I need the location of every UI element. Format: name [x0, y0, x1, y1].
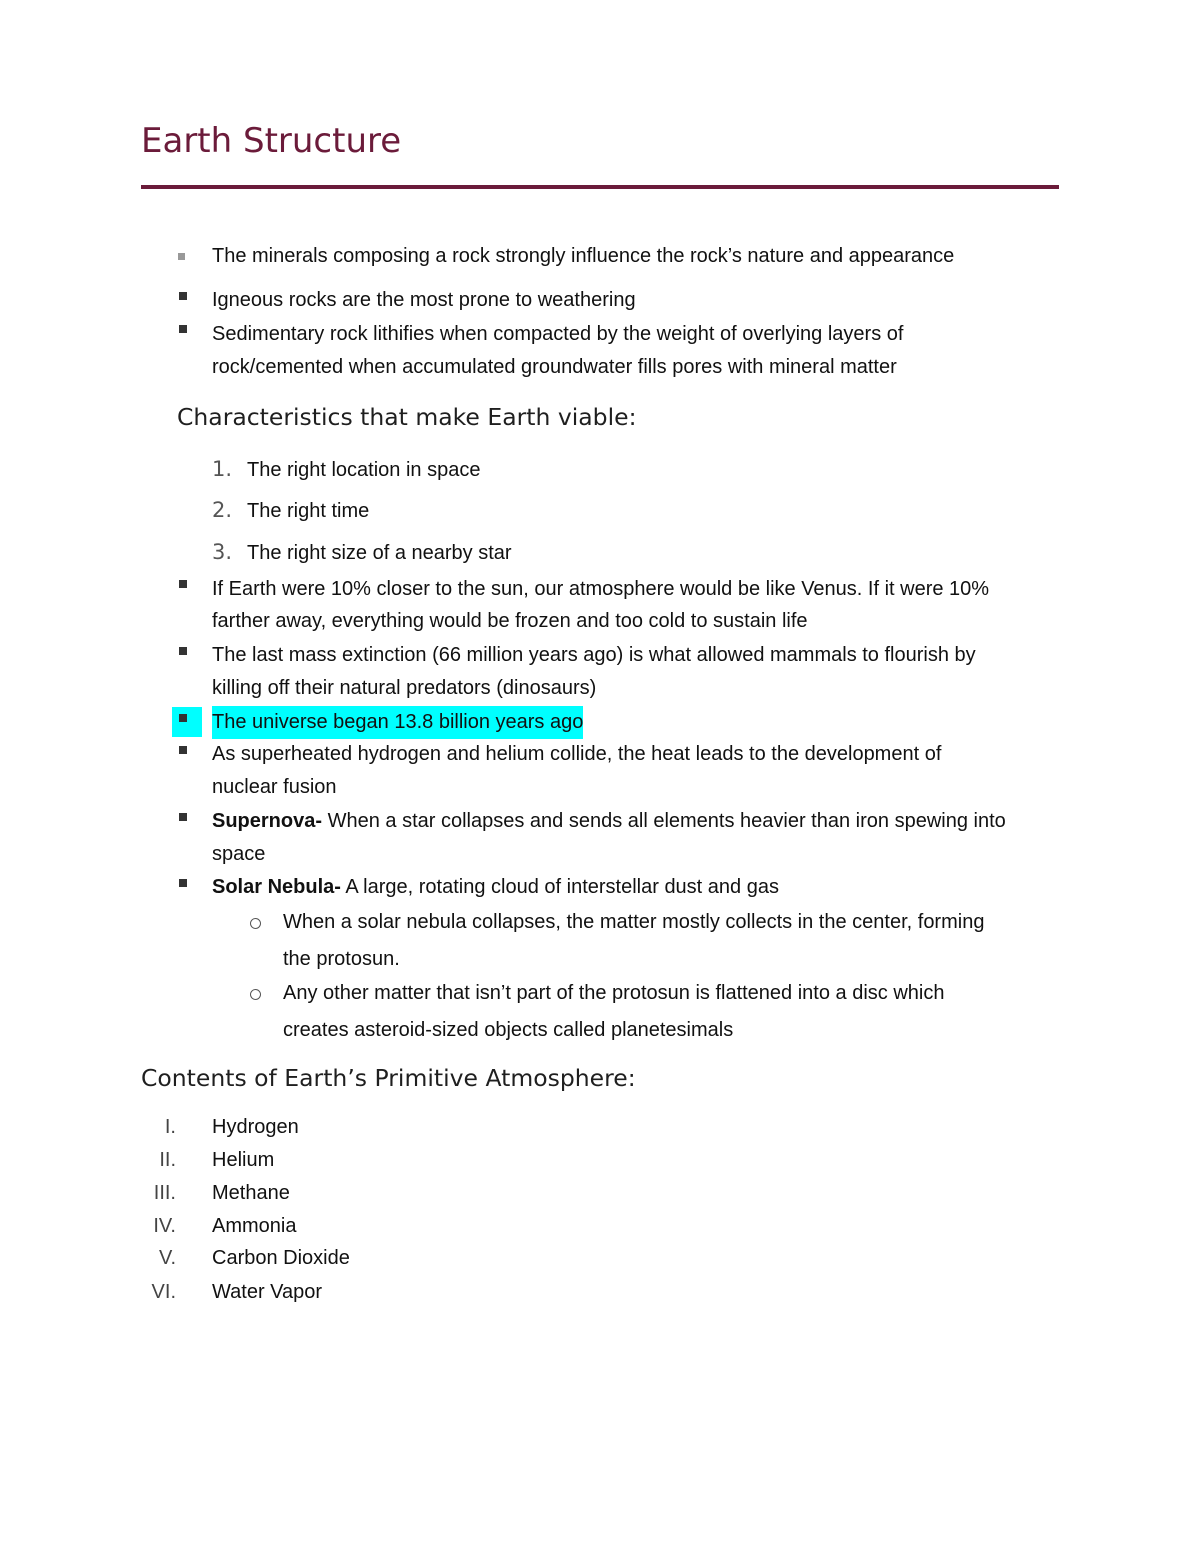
square-bullet-icon: [179, 813, 187, 821]
roman-numeral: III.: [153, 1182, 176, 1204]
list-number: 1.: [212, 457, 233, 481]
list-item-text: Ammonia: [212, 1215, 297, 1237]
page-title: Earth Structure: [141, 121, 402, 161]
list-item-text: the protosun.: [283, 948, 400, 970]
list-item-text: The last mass extinction (66 million years ago) is what allowed mammals to flourish by: [212, 644, 976, 666]
list-number: 2.: [212, 498, 233, 522]
title-underline: [141, 185, 1059, 189]
list-item-text: Hydrogen: [212, 1116, 299, 1138]
highlight-marker: [172, 707, 202, 737]
list-item-text: The right size of a nearby star: [247, 542, 512, 564]
hollow-circle-bullet-icon: [250, 918, 261, 929]
list-item-text: Sedimentary rock lithifies when compacted by the weight of overlying layers of: [212, 323, 904, 345]
list-item-text: killing off their natural predators (dinosaurs): [212, 677, 597, 699]
definition-supernova: When a star collapses and sends all elements heavier than iron spewing into: [322, 810, 1006, 832]
definition-solar-nebula: A large, rotating cloud of interstellar dust and gas: [340, 876, 779, 898]
term-supernova: Supernova-: [212, 810, 323, 832]
list-item-text: [212, 871, 779, 904]
list-item-text: rock/cemented when accumulated groundwater fills pores with mineral matter: [212, 356, 897, 378]
square-bullet-icon: [179, 746, 187, 754]
list-item-text: creates asteroid-sized objects called planetesimals: [283, 1019, 734, 1041]
list-item-text: farther away, everything would be frozen and too cold to sustain life: [212, 610, 808, 632]
list-item-text: As superheated hydrogen and helium collide, the heat leads to the development of: [212, 743, 942, 765]
list-item-text: If Earth were 10% closer to the sun, our atmosphere would be like Venus. If it were 10%: [212, 578, 990, 600]
square-bullet-icon: [178, 253, 185, 260]
hollow-circle-bullet-icon: [250, 989, 261, 1000]
term-solar-nebula: Solar Nebula-: [212, 876, 341, 898]
highlighted-text: The universe began 13.8 billion years ago: [212, 706, 583, 739]
roman-numeral: II.: [159, 1149, 176, 1171]
list-item-text: nuclear fusion: [212, 776, 337, 798]
roman-numeral: I.: [164, 1116, 176, 1138]
list-item-text: Carbon Dioxide: [212, 1247, 350, 1269]
square-bullet-icon: [179, 879, 187, 887]
list-item-text: Helium: [212, 1149, 275, 1171]
list-item-text: The minerals composing a rock strongly influence the rock’s nature and appearance: [212, 245, 955, 267]
list-item-text: The right location in space: [247, 459, 481, 481]
list-item-text: Methane: [212, 1182, 290, 1204]
square-bullet-icon: [179, 714, 187, 722]
list-number: 3.: [212, 540, 233, 564]
square-bullet-icon: [179, 292, 187, 300]
section-heading-atmosphere: Contents of Earth’s Primitive Atmosphere:: [141, 1064, 636, 1092]
list-item-text: Water Vapor: [212, 1281, 323, 1303]
list-item-text: Any other matter that isn’t part of the protosun is flattened into a disc which: [283, 982, 945, 1004]
section-heading-viable: Characteristics that make Earth viable:: [177, 403, 637, 431]
list-item-text: Igneous rocks are the most prone to weathering: [212, 289, 636, 311]
list-item-text: space: [212, 843, 266, 865]
roman-numeral: VI.: [151, 1281, 176, 1303]
list-item-text: [212, 805, 1006, 838]
list-item-text: The right time: [247, 500, 370, 522]
roman-numeral: V.: [158, 1247, 176, 1269]
roman-numeral: IV.: [153, 1215, 176, 1237]
square-bullet-icon: [179, 325, 187, 333]
list-item-text: When a solar nebula collapses, the matter mostly collects in the center, forming: [283, 911, 985, 933]
square-bullet-icon: [179, 647, 187, 655]
square-bullet-icon: [179, 580, 187, 588]
